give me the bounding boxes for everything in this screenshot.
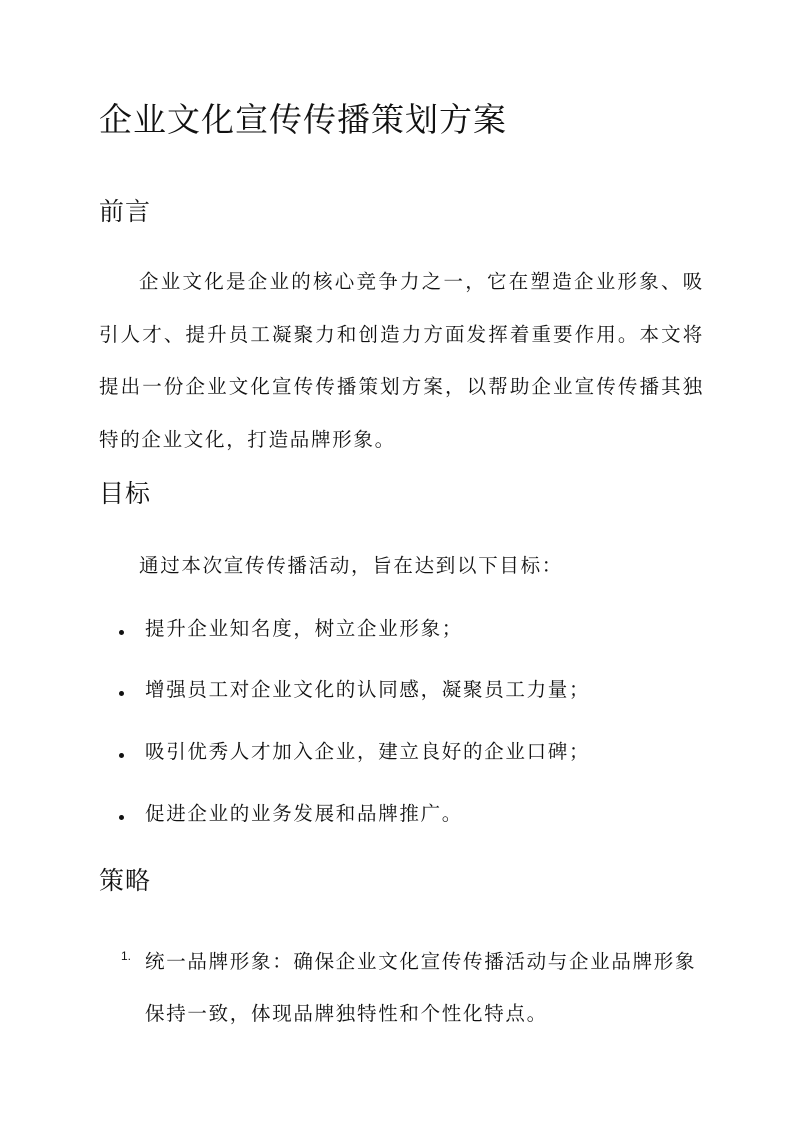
goals-intro: 通过本次宣传传播活动，旨在达到以下目标： xyxy=(139,554,564,577)
list-item-text: 提升企业知名度，树立企业形象； xyxy=(145,617,464,640)
document-title: 企业文化宣传传播策划方案 xyxy=(99,100,507,139)
list-item-text: 增强员工对企业文化的认同感，凝聚员工力量； xyxy=(145,678,591,701)
bullet-icon xyxy=(119,630,124,635)
list-number: 1. xyxy=(121,949,132,963)
section-heading-goals: 目标 xyxy=(99,479,152,508)
bullet-icon xyxy=(119,753,124,758)
list-item-text: 统一品牌形象：确保企业文化宣传传播活动与企业品牌形象保持一致，体现品牌独特性和个性化特点。 xyxy=(145,950,697,1025)
bullet-icon xyxy=(119,691,124,696)
list-item-text: 吸引优秀人才加入企业，建立良好的企业口碑； xyxy=(145,740,591,763)
preface-paragraph: 企业文化是企业的核心竞争力之一，它在塑造企业形象、吸引人才、提升员工凝聚力和创造力方面发挥着重要作用。本文将提出一份企业文化宣传传播策划方案，以帮助企业宣传传播其独特的企业文化，打造品牌形象。 xyxy=(99,270,704,451)
list-item-text: 促进企业的业务发展和品牌推广。 xyxy=(145,802,464,825)
section-heading-strategy: 策略 xyxy=(99,866,152,895)
section-heading-preface: 前言 xyxy=(99,197,152,226)
bullet-icon xyxy=(119,815,124,820)
